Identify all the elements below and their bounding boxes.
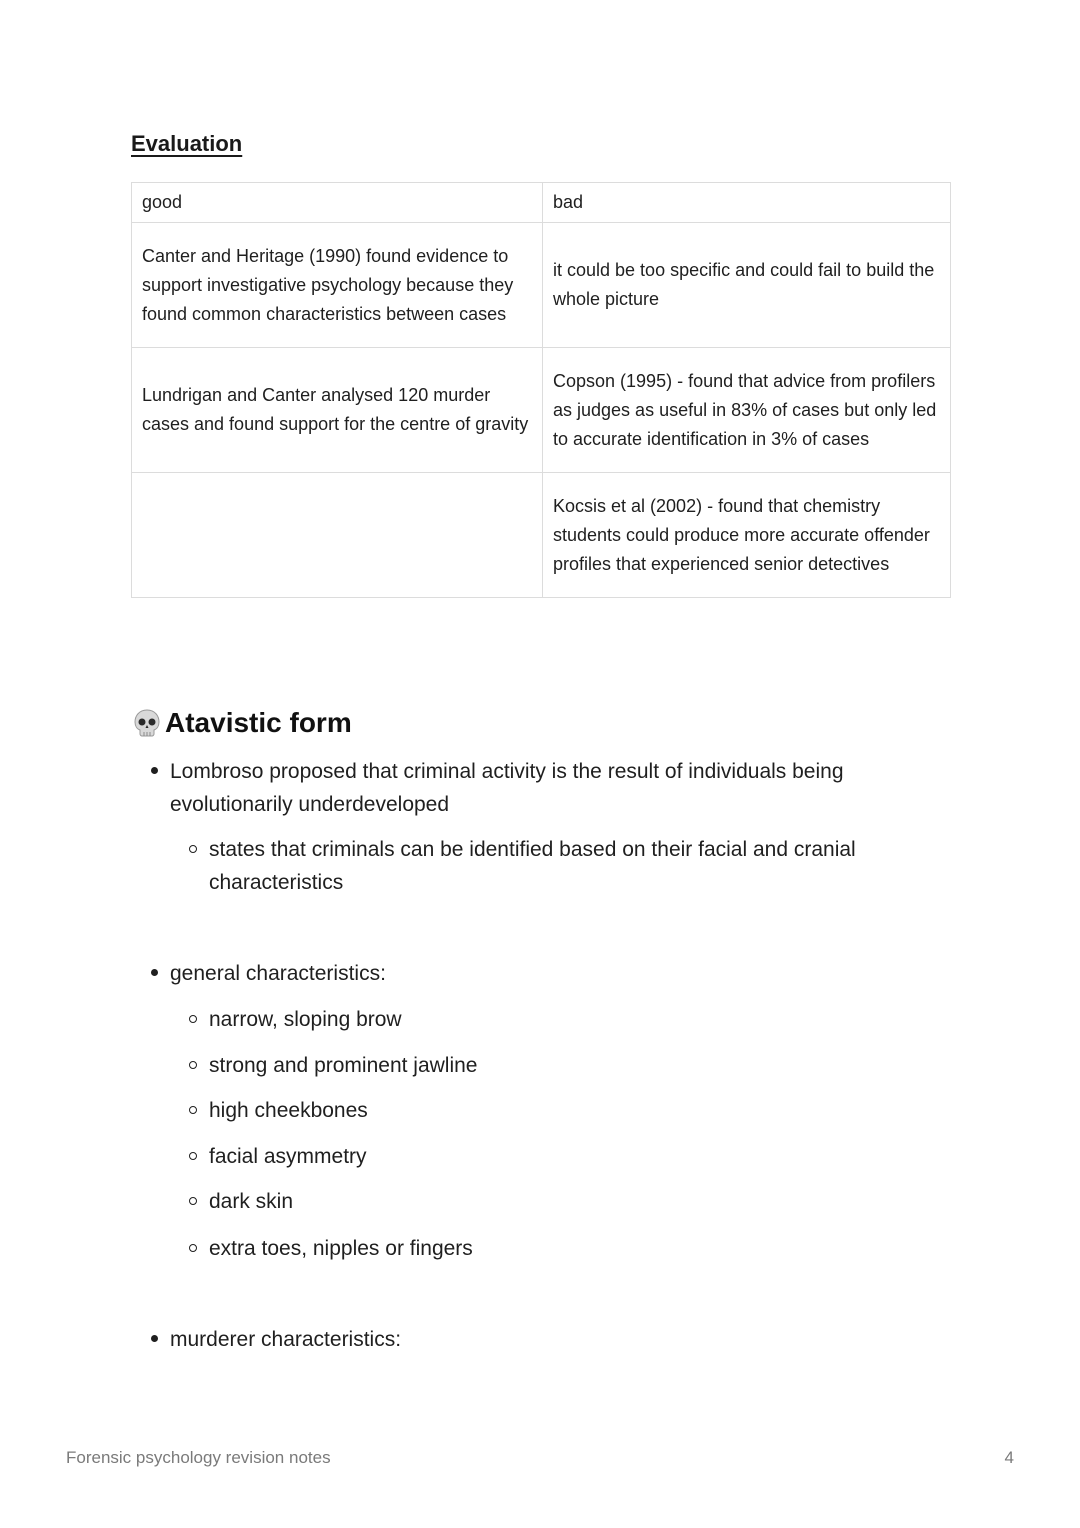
list-item: murderer characteristics: [170, 1323, 910, 1356]
table-cell: it could be too specific and could fail to build the whole picture [543, 223, 951, 348]
skull-icon [133, 708, 161, 738]
footer-title: Forensic psychology revision notes [66, 1448, 331, 1467]
sub-bullet-icon [183, 1185, 203, 1218]
sub-bullet-icon [183, 1094, 203, 1127]
list-item: high cheekbones [209, 1094, 909, 1127]
table-cell [132, 473, 543, 598]
section-title: Atavistic form [165, 707, 352, 738]
table-cell: Copson (1995) - found that advice from profilers as judges as useful in 83% of cases but only led to accurate identification in 3% of cases [543, 348, 951, 473]
list-item: states that criminals can be identified based on their facial and cranial characteristics [209, 833, 909, 899]
list-item: general characteristics: [170, 957, 910, 990]
atavistic-heading [133, 707, 352, 739]
sub-bullet-icon [183, 1003, 203, 1036]
table-row [132, 348, 951, 473]
table-header-row [132, 183, 951, 223]
list-item: Lombroso proposed that criminal activity is the result of individuals being evolutionarily underdeveloped [170, 755, 910, 821]
evaluation-table [131, 182, 951, 598]
list-item: dark skin [209, 1185, 909, 1218]
sub-bullet-icon [183, 833, 203, 866]
table-row [132, 473, 951, 598]
sub-bullet-icon [183, 1140, 203, 1173]
header-bad: bad [543, 183, 951, 223]
table-row [132, 223, 951, 348]
sub-bullet-icon [183, 1232, 203, 1265]
bullet-icon [144, 957, 164, 990]
list-item: strong and prominent jawline [209, 1049, 909, 1082]
bullet-icon [144, 755, 164, 788]
evaluation-heading: Evaluation [131, 131, 243, 156]
table-cell: Canter and Heritage (1990) found evidence to support investigative psychology because they found common characteristics between cases [132, 223, 543, 348]
table-cell: Lundrigan and Canter analysed 120 murder cases and found support for the centre of gravity [132, 348, 543, 473]
list-item: extra toes, nipples or fingers [209, 1232, 909, 1265]
list-item: facial asymmetry [209, 1140, 909, 1173]
list-item: narrow, sloping brow [209, 1003, 909, 1036]
bullet-icon [144, 1323, 164, 1356]
header-good: good [132, 183, 543, 223]
table-cell: Kocsis et al (2002) - found that chemistry students could produce more accurate offender profiles that experienced senior detectives [543, 473, 951, 598]
page-number: 4 [1004, 1448, 1014, 1467]
sub-bullet-icon [183, 1049, 203, 1082]
